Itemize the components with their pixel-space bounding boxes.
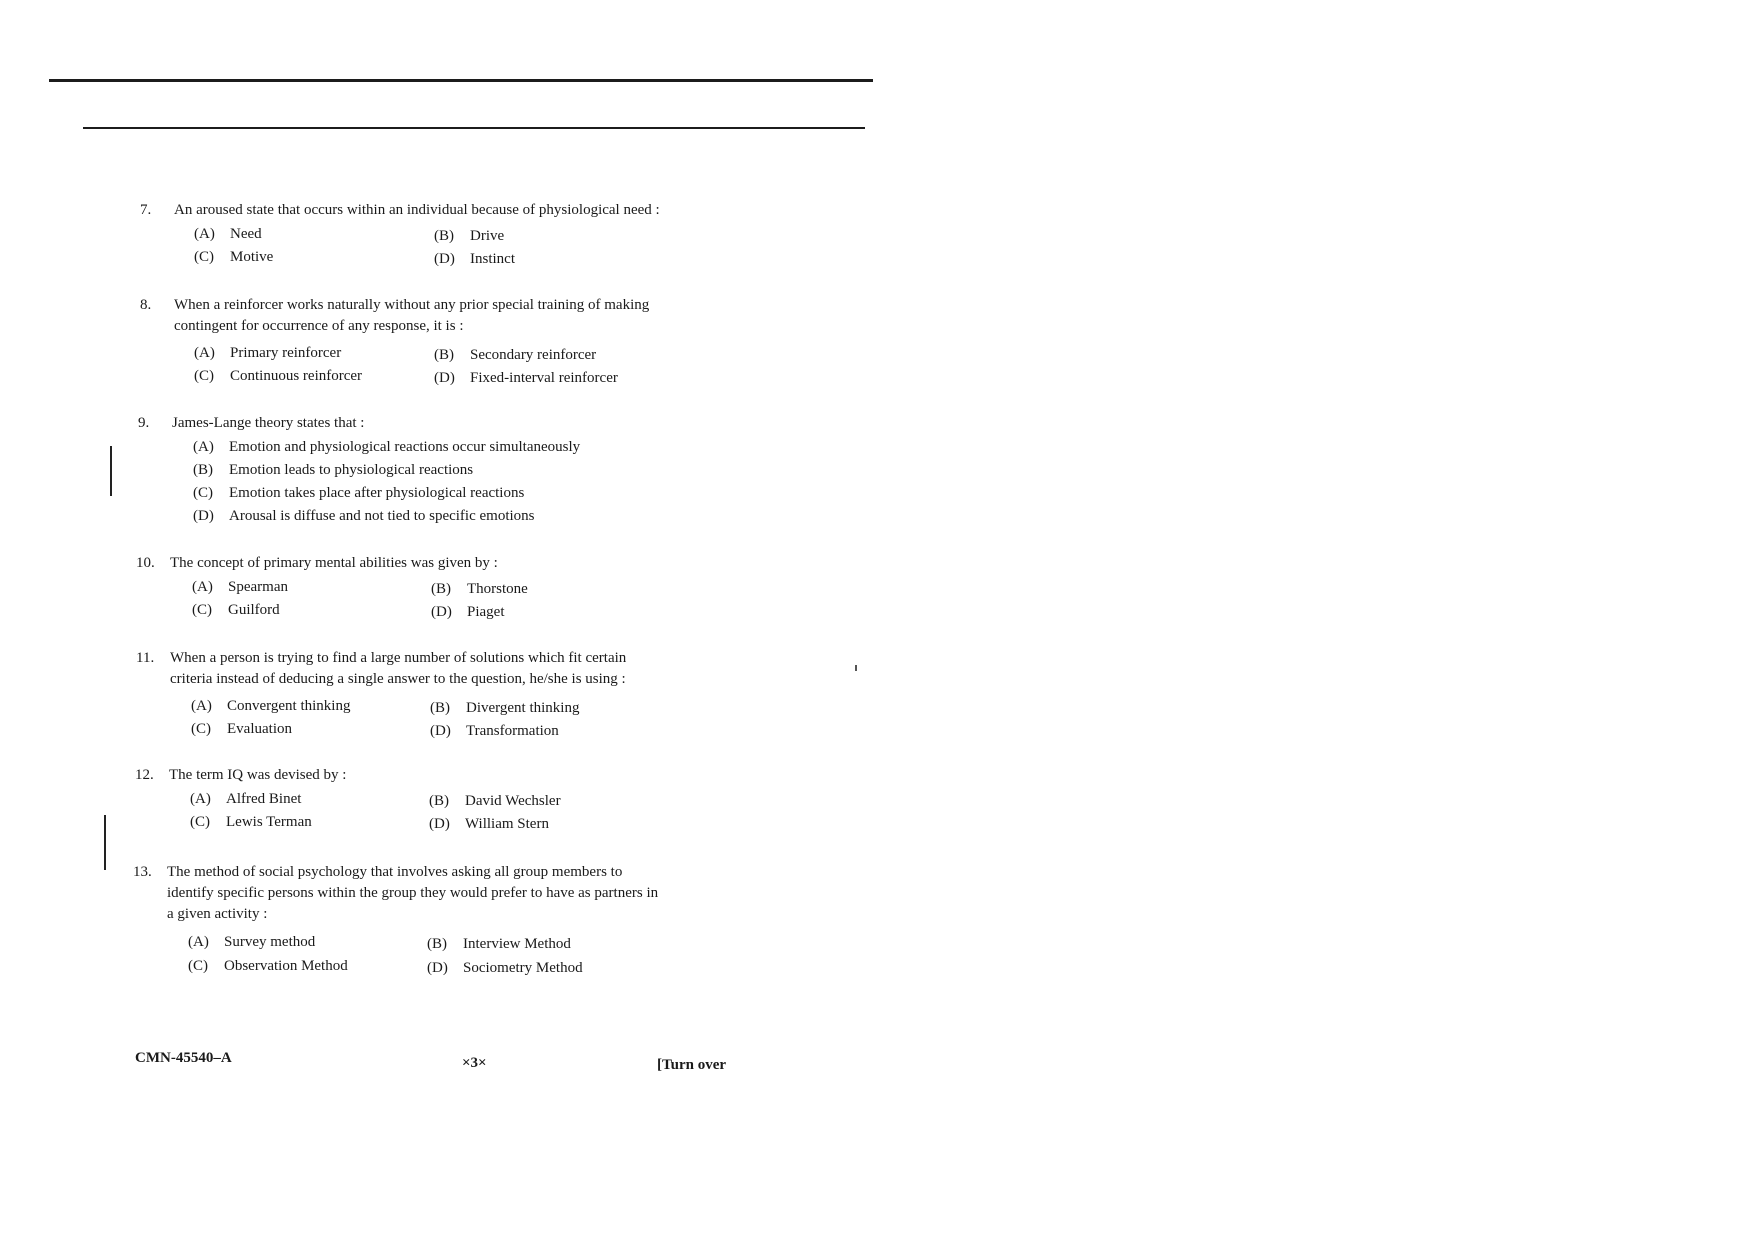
option-text: Arousal is diffuse and not tied to specific emotions (229, 508, 535, 524)
option-text: Need (230, 226, 262, 242)
paper-code: CMN-45540–A (135, 1050, 232, 1066)
option-label: (B) (430, 700, 450, 716)
option-c (194, 366, 362, 387)
option-b (434, 226, 504, 247)
option-text: Piaget (467, 604, 505, 620)
page-number: ×3× (462, 1055, 487, 1071)
option-text: Survey method (224, 934, 316, 950)
option-label: (A) (194, 345, 215, 361)
option-text: Primary reinforcer (230, 345, 342, 361)
option-text: Evaluation (227, 721, 292, 737)
option-b (429, 791, 561, 812)
option-d (431, 602, 505, 623)
option-c (193, 483, 524, 504)
option-text: Guilford (228, 602, 280, 618)
option-text: Sociometry Method (463, 960, 583, 976)
option-text: Alfred Binet (226, 791, 302, 807)
question-number: 9. (138, 415, 150, 431)
question-number: 7. (140, 202, 152, 218)
option-text: Transformation (466, 723, 559, 739)
question-text: When a person is trying to find a large number of solutions which fit certain criteria instead of deducing a single answer to the question, he/she is using : (170, 650, 627, 687)
option-label: (B) (434, 228, 454, 244)
option-label: (D) (427, 960, 448, 976)
second-rule (83, 127, 865, 129)
option-a (188, 932, 315, 953)
top-rule (49, 79, 873, 82)
question-number: 10. (136, 555, 155, 571)
option-text: Fixed-interval reinforcer (470, 370, 618, 386)
option-text: Observation Method (224, 958, 348, 974)
option-label: (D) (434, 370, 455, 386)
option-label: (D) (434, 251, 455, 267)
option-label: (D) (431, 604, 452, 620)
option-label: (B) (193, 462, 213, 478)
option-label: (D) (430, 723, 451, 739)
option-label: (C) (193, 485, 213, 501)
option-c (190, 812, 312, 833)
option-d (430, 721, 559, 742)
option-a (190, 789, 301, 810)
option-b (430, 698, 579, 719)
margin-mark (110, 446, 112, 496)
option-text: Divergent thinking (466, 700, 580, 716)
option-text: Lewis Terman (226, 814, 312, 830)
option-text: Instinct (470, 251, 515, 267)
option-a (194, 224, 262, 245)
option-text: Emotion and physiological reactions occur simultaneously (229, 439, 581, 455)
option-text: Motive (230, 249, 274, 265)
option-d (193, 506, 535, 527)
turn-over-note: [Turn over (657, 1057, 727, 1073)
option-c (192, 600, 280, 621)
option-text: Thorstone (467, 581, 528, 597)
option-label: (D) (193, 508, 214, 524)
question-number: 11. (136, 650, 155, 666)
scan-speck (855, 665, 857, 671)
option-label: (C) (188, 958, 208, 974)
option-text: Emotion leads to physiological reactions (229, 462, 474, 478)
option-text: Continuous reinforcer (230, 368, 363, 384)
option-label: (B) (431, 581, 451, 597)
option-label: (A) (194, 226, 215, 242)
option-text: Convergent thinking (227, 698, 351, 714)
question-text: The term IQ was devised by : (169, 767, 347, 783)
option-label: (A) (190, 791, 211, 807)
question-text: An aroused state that occurs within an individual because of physiological need : (174, 202, 660, 218)
option-b (434, 345, 596, 366)
option-a (192, 577, 288, 598)
option-label: (C) (194, 368, 214, 384)
question-text: When a reinforcer works naturally without any prior special training of making contingent for occurrence of any response, it is : (174, 297, 650, 334)
question-number: 8. (140, 297, 152, 313)
option-label: (B) (429, 793, 449, 809)
option-text: Spearman (228, 579, 288, 595)
option-label: (C) (190, 814, 210, 830)
option-label: (B) (427, 936, 447, 952)
option-c (188, 956, 348, 977)
margin-mark (104, 815, 106, 870)
option-d (429, 814, 549, 835)
option-b (431, 579, 528, 600)
option-label: (B) (434, 347, 454, 363)
option-label: (A) (191, 698, 212, 714)
option-text: Interview Method (463, 936, 571, 952)
option-b (193, 460, 473, 481)
option-label: (A) (188, 934, 209, 950)
option-label: (C) (191, 721, 211, 737)
option-text: Drive (470, 228, 505, 244)
option-text: William Stern (465, 816, 549, 832)
option-b (427, 934, 571, 955)
question-number: 12. (135, 767, 154, 783)
option-d (434, 368, 618, 389)
option-d (427, 958, 583, 979)
option-d (434, 249, 515, 270)
option-label: (A) (193, 439, 214, 455)
option-c (191, 719, 292, 740)
option-label: (A) (192, 579, 213, 595)
option-a (193, 437, 580, 458)
question-text: James-Lange theory states that : (172, 415, 365, 431)
option-c (194, 247, 273, 268)
option-label: (C) (194, 249, 214, 265)
option-a (191, 696, 350, 717)
option-a (194, 343, 341, 364)
question-text: The method of social psychology that involves asking all group members to identify specific persons within the group they would prefer to have as partners in a given activity : (167, 864, 659, 922)
option-label: (C) (192, 602, 212, 618)
option-text: David Wechsler (465, 793, 561, 809)
question-number: 13. (133, 864, 152, 880)
option-label: (D) (429, 816, 450, 832)
option-text: Emotion takes place after physiological reactions (229, 485, 525, 501)
question-text: The concept of primary mental abilities was given by : (170, 555, 498, 571)
option-text: Secondary reinforcer (470, 347, 597, 363)
